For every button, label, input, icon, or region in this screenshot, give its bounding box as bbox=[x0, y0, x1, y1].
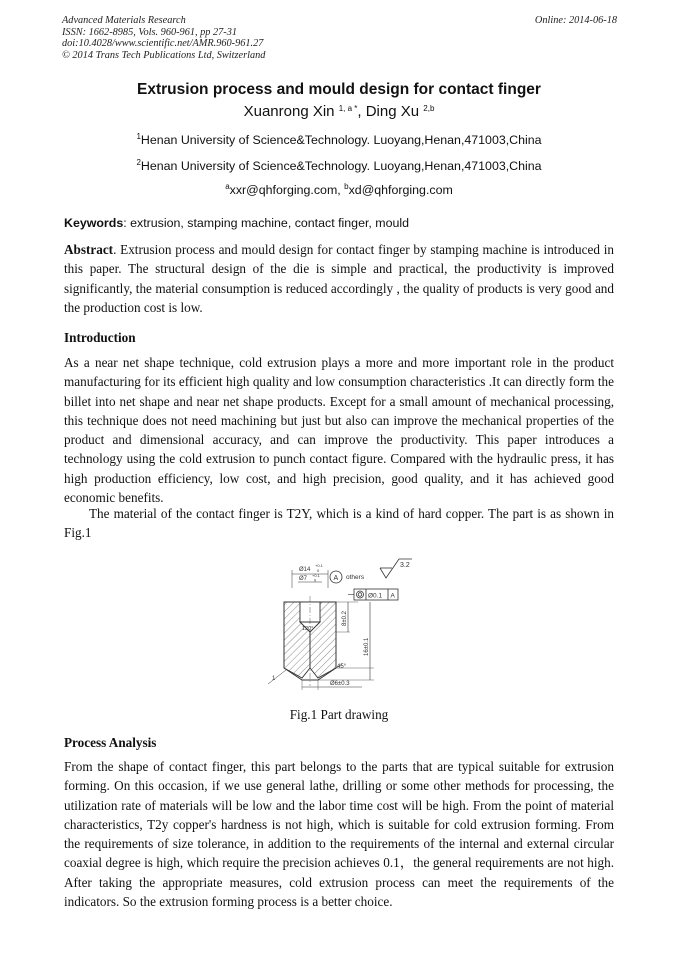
coaxiality-tolerance-frame bbox=[348, 589, 398, 600]
abstract-text: . Extrusion process and mould design for contact finger by stamping machine is introduced in this paper. The structural design of the die is simple and practical, the productivity is improved significantly, the material consumption is reduced accordingly , the quality of products is very good and the production cost is low. bbox=[64, 242, 614, 315]
keywords bbox=[64, 216, 619, 230]
introduction-heading: Introduction bbox=[64, 330, 136, 345]
author-2: Ding Xu bbox=[365, 103, 420, 120]
doi-line: doi:10.4028/www.scientific.net/AMR.960-961.27 bbox=[62, 38, 264, 49]
others-label: others bbox=[346, 574, 365, 581]
email-b[interactable]: xd@qhforging.com bbox=[348, 183, 453, 197]
email-a[interactable]: xxr@qhforging.com, bbox=[229, 183, 345, 197]
chamfer-angle-label: 45° bbox=[337, 664, 347, 670]
coaxiality-icon bbox=[357, 591, 364, 598]
affiliation-1-mark: 1 bbox=[136, 132, 141, 141]
affiliation-2 bbox=[0, 159, 678, 173]
introduction-paragraph-1: As a near net shape technique, cold extrusion plays a more and more important role in the product manufacturing for its efficient high quality and low consumption characteristics .It can directly form the billet into net shape and near net shape products. Except for a small amount of mechanical processing, this technique does not need machining but just but also can improve the mechanical properties of the product and dimensional accuracy, and can improve the productivity. This paper introduces a technology using the cold extrusion to punch contact figure. Compared with the hydraulic press, it has high production efficiency, low cost, and high precision, good quality, and it has achieved good economic benefits. bbox=[64, 355, 614, 506]
journal-name: Advanced Materials Research bbox=[62, 15, 186, 26]
inner-diameter-label: Ø7 bbox=[299, 576, 308, 582]
copyright-line: © 2014 Trans Tech Publications Ltd, Switzerland bbox=[62, 49, 266, 61]
author-1: Xuanrong Xin bbox=[243, 103, 335, 120]
top-diameter-label: Ø14 bbox=[299, 567, 311, 573]
top-diameter-tol-lower: 0 bbox=[317, 568, 320, 573]
top-diameter-tol-upper: +0.1 bbox=[315, 563, 323, 568]
tolerance-datum: A bbox=[390, 592, 395, 600]
process-analysis-heading: Process Analysis bbox=[64, 735, 157, 750]
affiliation-2-text: Henan University of Science&Technology. Luoyang,Henan,471003,China bbox=[140, 159, 542, 173]
author-1-affil: 1, a * bbox=[338, 104, 358, 113]
email-b-mark: b bbox=[344, 182, 349, 191]
roughness-value: 3.2 bbox=[400, 562, 410, 569]
part-drawing bbox=[262, 556, 418, 694]
author-separator: , bbox=[357, 103, 366, 120]
inner-height-label: 8±0.2 bbox=[342, 611, 348, 626]
introduction-paragraph-2: The material of the contact finger is T2Y, which is a kind of hard copper. The part is as shown in Fig.1 bbox=[64, 506, 614, 541]
inner-diameter-tol-upper: +0.1 bbox=[312, 573, 320, 578]
online-date: Online: 2014-06-18 bbox=[534, 15, 617, 26]
part-cross-section bbox=[284, 596, 336, 686]
tolerance-value: Ø0.1 bbox=[368, 592, 383, 600]
author-line bbox=[0, 103, 678, 120]
inner-diameter-tol-lower: 0 bbox=[314, 577, 317, 583]
email-a-mark: a bbox=[225, 182, 230, 191]
affiliation-2-mark: 2 bbox=[136, 158, 141, 167]
datum-circle-label: A bbox=[333, 575, 339, 582]
running-header bbox=[62, 15, 617, 61]
figure-caption: Fig.1 Part drawing bbox=[289, 707, 389, 722]
bottom-diameter-dimension bbox=[302, 680, 362, 690]
affiliation-1-text: Henan University of Science&Technology. Luoyang,Henan,471003,China bbox=[140, 133, 542, 147]
process-analysis-paragraph: From the shape of contact finger, this part belongs to the parts that are typical suitable for extrusion forming. On this occasion, if we use general lathe, drilling or some other methods for processing, the utilization rate of materials will be low and the labor time cost will be high. From the point of material characteristics, T2y copper's hardness is not high, which is suitable for cold extrusion forming. From the requirements of size tolerance, in addition to the requirements of the internal and external circular coaxial degree is high, which require the precision achieves 0.1，the general requirements are not high. After taking the appropriate measures, cold extrusion process can meet the requirements of the indicators. So the extrusion forming process is a better choice. bbox=[64, 759, 614, 910]
bottom-diameter-label: Ø6±0.3 bbox=[330, 681, 350, 687]
roughness-symbol bbox=[380, 559, 412, 578]
total-height-label: 16±0.1 bbox=[364, 637, 370, 656]
paper-title: Extrusion process and mould design for contact finger bbox=[137, 81, 541, 98]
cone-angle-label: 120° bbox=[302, 626, 314, 632]
part-drawing-figure bbox=[262, 556, 418, 694]
issn-line: ISSN: 1662-8985, Vols. 960-961, pp 27-31 bbox=[62, 26, 238, 38]
email-line bbox=[0, 183, 678, 197]
top-diameter-dimension bbox=[292, 563, 328, 588]
abstract bbox=[64, 240, 614, 317]
keywords-label: Keywords bbox=[64, 216, 124, 230]
abstract-label: Abstract bbox=[64, 242, 114, 257]
keywords-text: : extrusion, stamping machine, contact finger, mould bbox=[123, 216, 410, 230]
affiliation-1 bbox=[0, 133, 678, 147]
radius-label: 1 bbox=[272, 676, 276, 682]
author-2-affil: 2,b bbox=[423, 104, 435, 113]
